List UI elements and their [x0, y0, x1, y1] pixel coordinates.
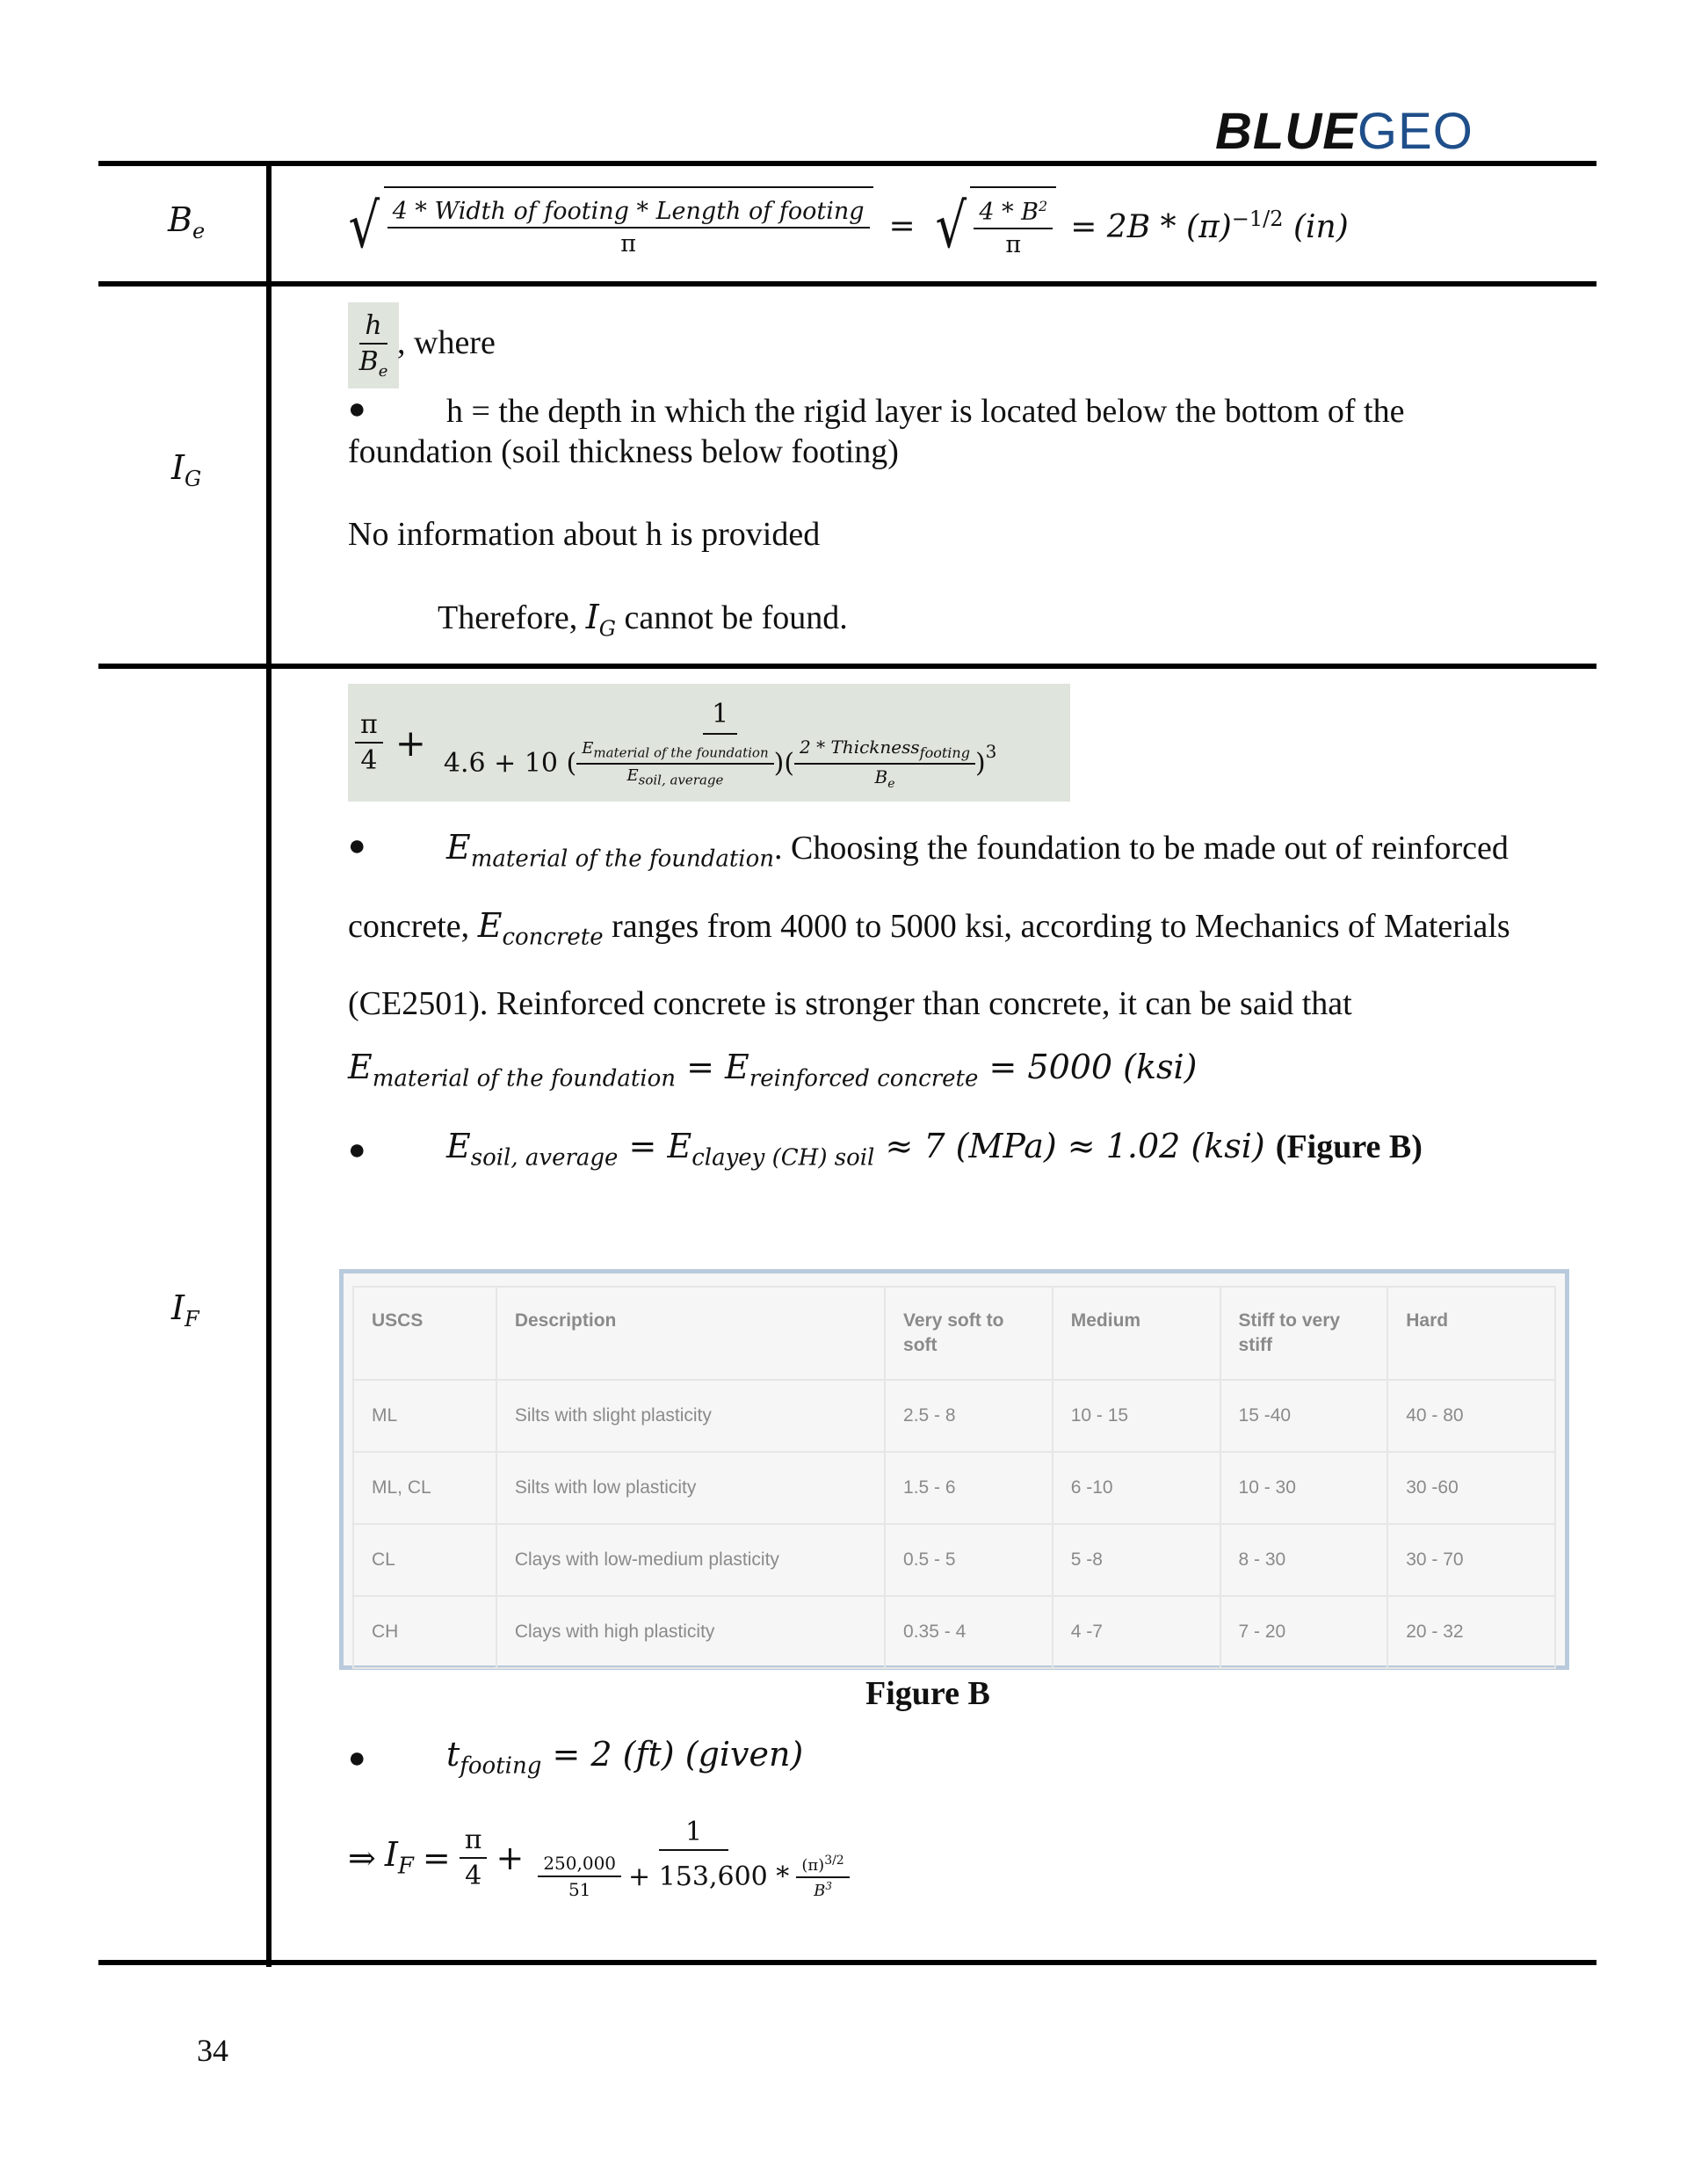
table-row: [353, 1380, 1555, 1452]
ig-bullet-text-cont: foundation (soil thickness below footing): [348, 433, 899, 470]
no-info-text: No information about h is provided: [348, 516, 821, 553]
therefore-text: Therefore, $I_G$ cannot be found.: [438, 598, 848, 642]
table-cell: CL: [353, 1524, 496, 1596]
table-cell: 7 - 20: [1220, 1596, 1388, 1668]
figure-caption: Figure B: [865, 1675, 990, 1712]
table-cell: 6 -10: [1053, 1452, 1220, 1524]
if-bullet2: $E_{soil, average} = E_{clayey (CH) soil} \approx 7$ (MPa) ≈ 1.02 (ksi) (Figure B): [446, 1127, 1423, 1172]
header-cell: Stiff to very stiff: [1220, 1287, 1388, 1380]
table-cell: 10 - 15: [1053, 1380, 1220, 1452]
page-number: 34: [197, 2033, 228, 2068]
bullet: ●: [348, 393, 366, 425]
if-bullet1-line3: (CE2501). Reinforced concrete is stronger than concrete, it can be said that: [348, 985, 1352, 1022]
if-final-formula: ⇒ $I_F$ = $\frac{\pi}{4}$ + 1 $\frac{250,000}{51}$ + 153,600 * $\frac{(\pi)^{3/2}}{B^3}$: [348, 1815, 855, 1900]
table-row: [353, 1596, 1555, 1668]
sqrt-2: √ $\frac{4 * B^2}{\pi}$: [931, 186, 1056, 265]
table-cell: Clays with low-medium plasticity: [496, 1524, 885, 1596]
header-cell: Very soft to soft: [885, 1287, 1053, 1380]
if-bullet1-line4: $E_{material of the foundation} = E_{reinforced concrete} = 5000$ (ksi): [348, 1048, 1198, 1092]
column-divider: [266, 163, 272, 1967]
table-cell: 20 - 32: [1387, 1596, 1555, 1668]
header-cell: Medium: [1053, 1287, 1220, 1380]
header-cell: USCS: [353, 1287, 496, 1380]
table-cell: 10 - 30: [1220, 1452, 1388, 1524]
table-bottom-border: [98, 1960, 1596, 1965]
symbol-ig: $I_G$: [171, 448, 202, 491]
bullet: ●: [348, 1134, 366, 1166]
table-cell: 1.5 - 6: [885, 1452, 1053, 1524]
bluegeo-logo: BLUEGEO: [1215, 103, 1473, 160]
ig-bullet-text: h = the depth in which the rigid layer is located below the bottom of the: [446, 393, 1405, 430]
table-cell: Silts with slight plasticity: [496, 1380, 885, 1452]
sqrt-1: √ $\frac{\text{4 * Width of footing * Length of footing}}{\pi}$: [344, 186, 873, 265]
table-cell: 4 -7: [1053, 1596, 1220, 1668]
if-bullet3: $t_{footing} = 2$ (ft) (given): [446, 1735, 804, 1780]
table-cell: CH: [353, 1596, 496, 1668]
bullet: ●: [348, 1742, 366, 1774]
table-cell: 0.35 - 4: [885, 1596, 1053, 1668]
table-cell: Clays with high plasticity: [496, 1596, 885, 1668]
h-over-be-ratio: $\frac{h}{B_e}$: [348, 302, 399, 388]
symbol-be: $B_e$: [168, 200, 206, 243]
table-cell: 15 -40: [1220, 1380, 1388, 1452]
table-cell: 5 -8: [1053, 1524, 1220, 1596]
symbol-if: $I_F$: [171, 1288, 199, 1331]
where-text: , where: [397, 324, 496, 361]
row-divider-1: [98, 281, 1596, 287]
table-cell: Silts with low plasticity: [496, 1452, 885, 1524]
table-cell: 40 - 80: [1387, 1380, 1555, 1452]
if-bullet1-line2: concrete, $E_{concrete}$ ranges from 4000 to 5000 ksi, according to Mechanics of Materials: [348, 906, 1510, 951]
table-cell: 0.5 - 5: [885, 1524, 1053, 1596]
soil-modulus-table: [352, 1286, 1556, 1669]
table-cell: ML, CL: [353, 1452, 496, 1524]
table-row: [353, 1524, 1555, 1596]
table-header-row: [353, 1287, 1555, 1380]
if-bullet1-line1: $E_{material of the foundation}$. Choosing the foundation to be made out of reinforced: [446, 828, 1509, 873]
header-cell: Description: [496, 1287, 885, 1380]
row-divider-2: [98, 664, 1596, 669]
figure-b-table: [339, 1269, 1569, 1670]
header-cell: Hard: [1387, 1287, 1555, 1380]
if-formula-box: $\frac{\pi}{4}$ + 1 4.6 + 10 ( $\frac{E_{material of the foundation}}{E_{soil, average}}$ )( $\frac{2 * Thickness_{footing}}{B_e}$ ) $^3$: [348, 684, 1070, 802]
bullet: ●: [348, 830, 366, 862]
table-top-border: [98, 161, 1596, 166]
table-cell: 2.5 - 8: [885, 1380, 1053, 1452]
table-cell: 30 -60: [1387, 1452, 1555, 1524]
be-formula: √ $\frac{\text{4 * Width of footing * Length of footing}}{\pi}$ = √ $\frac{4 * B^2}{\pi}$ = $2B * (\pi)^{-1/2}$ (in): [344, 186, 1349, 265]
table-cell: 30 - 70: [1387, 1524, 1555, 1596]
table-row: [353, 1452, 1555, 1524]
table-cell: ML: [353, 1380, 496, 1452]
table-cell: 8 - 30: [1220, 1524, 1388, 1596]
